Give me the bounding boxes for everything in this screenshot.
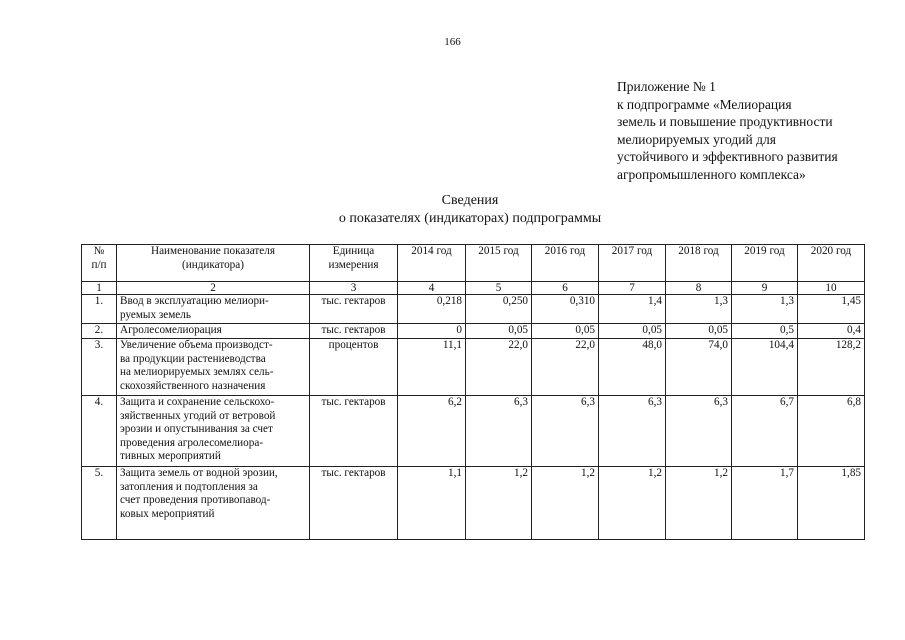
unit-cell: тыс. гектаров bbox=[310, 396, 398, 467]
header-name-line1: Наименование показателя bbox=[151, 245, 275, 257]
header-unit-line1: Единица bbox=[332, 245, 375, 257]
value-2017: 1,4 bbox=[599, 295, 666, 324]
value-2015: 1,2 bbox=[466, 467, 532, 540]
value-2016: 6,3 bbox=[532, 396, 599, 467]
value-2017: 0,05 bbox=[599, 324, 666, 339]
indicator-name-line: Ввод в эксплуатацию мелиори- bbox=[120, 295, 269, 307]
indicator-name bbox=[117, 339, 310, 396]
column-number: 2 bbox=[117, 282, 310, 295]
table-row bbox=[82, 467, 865, 540]
header-unit bbox=[310, 245, 398, 282]
indicator-name-line: тивных мероприятий bbox=[120, 450, 221, 463]
indicators-table bbox=[81, 244, 865, 540]
value-2019: 1,3 bbox=[732, 295, 798, 324]
value-2017: 1,2 bbox=[599, 467, 666, 540]
value-2016: 22,0 bbox=[532, 339, 599, 396]
indicator-name-line: на мелиорируемых землях сель- bbox=[120, 366, 274, 379]
table-header-row bbox=[82, 245, 865, 282]
unit-cell: тыс. гектаров bbox=[310, 324, 398, 339]
appendix-line: агропромышленного комплекса» bbox=[617, 166, 806, 182]
appendix-line: устойчивого и эффективного развития bbox=[617, 149, 838, 165]
appendix-line: Приложение № 1 bbox=[617, 79, 716, 94]
value-2019: 0,5 bbox=[732, 324, 798, 339]
value-2016: 0,310 bbox=[532, 295, 599, 324]
column-number: 3 bbox=[310, 282, 398, 295]
indicator-name-line: зяйственных угодий от ветровой bbox=[120, 409, 276, 422]
header-year-2017: 2017 год bbox=[599, 245, 666, 282]
value-2020: 1,45 bbox=[798, 295, 865, 324]
title-line: о показателях (индикаторах) подпрограммы bbox=[338, 211, 602, 226]
indicator-name-line: Защита и сохранение сельскохо- bbox=[120, 396, 275, 408]
indicator-name-line: проведения агролесомелиора- bbox=[120, 436, 264, 449]
value-2020: 0,4 bbox=[798, 324, 865, 339]
indicator-name-line: ва продукции растениеводства bbox=[120, 352, 266, 365]
value-2020: 1,85 bbox=[798, 467, 865, 540]
column-number: 1 bbox=[82, 282, 117, 295]
value-2019: 6,7 bbox=[732, 396, 798, 467]
value-2018: 1,3 bbox=[666, 295, 732, 324]
page-number: 166 bbox=[444, 36, 461, 48]
value-2018: 1,2 bbox=[666, 467, 732, 540]
value-2015: 6,3 bbox=[466, 396, 532, 467]
unit-cell: тыс. гектаров bbox=[310, 467, 398, 540]
indicator-name-line: ковых мероприятий bbox=[120, 507, 215, 520]
title-line: Сведения bbox=[441, 193, 499, 208]
column-number-row bbox=[82, 282, 865, 295]
appendix-line: земель и повышение продуктивности bbox=[617, 114, 833, 130]
column-number: 6 bbox=[532, 282, 599, 295]
header-year-2014: 2014 год bbox=[398, 245, 466, 282]
indicator-name-line: затопления и подтопления за bbox=[120, 480, 258, 493]
column-number: 8 bbox=[666, 282, 732, 295]
value-2019: 104,4 bbox=[732, 339, 798, 396]
value-2016: 1,2 bbox=[532, 467, 599, 540]
row-number: 3. bbox=[82, 339, 117, 396]
value-2014: 6,2 bbox=[398, 396, 466, 467]
header-year-2019: 2019 год bbox=[732, 245, 798, 282]
value-2018: 74,0 bbox=[666, 339, 732, 396]
indicator-name bbox=[117, 467, 310, 540]
row-number: 2. bbox=[82, 324, 117, 339]
header-year-2020: 2020 год bbox=[798, 245, 865, 282]
column-number: 10 bbox=[798, 282, 865, 295]
table-row bbox=[82, 396, 865, 467]
column-number: 4 bbox=[398, 282, 466, 295]
document-title bbox=[300, 192, 640, 228]
indicator-name-line: руемых земель bbox=[120, 308, 191, 321]
indicator-name bbox=[117, 295, 310, 324]
indicator-name-line: Агролесомелиорация bbox=[120, 324, 222, 336]
row-number: 4. bbox=[82, 396, 117, 467]
header-num-line1: № bbox=[93, 245, 105, 257]
appendix-line: к подпрограмме «Мелиорация bbox=[617, 96, 792, 112]
value-2019: 1,7 bbox=[732, 467, 798, 540]
indicator-name-line: счет проведения противопавод- bbox=[120, 494, 271, 507]
value-2014: 0 bbox=[398, 324, 466, 339]
value-2014: 11,1 bbox=[398, 339, 466, 396]
value-2017: 48,0 bbox=[599, 339, 666, 396]
value-2014: 0,218 bbox=[398, 295, 466, 324]
value-2018: 0,05 bbox=[666, 324, 732, 339]
value-2020: 128,2 bbox=[798, 339, 865, 396]
header-year-2015: 2015 год bbox=[466, 245, 532, 282]
indicator-name-line: эрозии и опустынивания за счет bbox=[120, 423, 273, 436]
indicator-name-line: скохозяйственного назначения bbox=[120, 379, 266, 392]
header-year-2018: 2018 год bbox=[666, 245, 732, 282]
column-number: 7 bbox=[599, 282, 666, 295]
row-number: 5. bbox=[82, 467, 117, 540]
unit-cell: процентов bbox=[310, 339, 398, 396]
header-num bbox=[82, 245, 117, 282]
column-number: 5 bbox=[466, 282, 532, 295]
header-name bbox=[117, 245, 310, 282]
appendix-line: мелиорируемых угодий для bbox=[617, 131, 776, 147]
table-row bbox=[82, 339, 865, 396]
table-row bbox=[82, 324, 865, 339]
indicator-name-line: Защита земель от водной эрозии, bbox=[120, 467, 278, 479]
value-2015: 22,0 bbox=[466, 339, 532, 396]
header-unit-line2: измерения bbox=[328, 258, 379, 271]
indicator-name bbox=[117, 396, 310, 467]
appendix-note bbox=[617, 78, 838, 184]
indicator-name bbox=[117, 324, 310, 339]
value-2017: 6,3 bbox=[599, 396, 666, 467]
unit-cell: тыс. гектаров bbox=[310, 295, 398, 324]
header-num-line2: п/п bbox=[91, 258, 107, 271]
indicator-name-line: Увеличение объема производст- bbox=[120, 339, 273, 351]
table-row bbox=[82, 295, 865, 324]
row-number: 1. bbox=[82, 295, 117, 324]
column-number: 9 bbox=[732, 282, 798, 295]
value-2016: 0,05 bbox=[532, 324, 599, 339]
value-2015: 0,250 bbox=[466, 295, 532, 324]
value-2015: 0,05 bbox=[466, 324, 532, 339]
value-2018: 6,3 bbox=[666, 396, 732, 467]
header-year-2016: 2016 год bbox=[532, 245, 599, 282]
value-2020: 6,8 bbox=[798, 396, 865, 467]
value-2014: 1,1 bbox=[398, 467, 466, 540]
header-name-line2: (индикатора) bbox=[182, 258, 244, 271]
